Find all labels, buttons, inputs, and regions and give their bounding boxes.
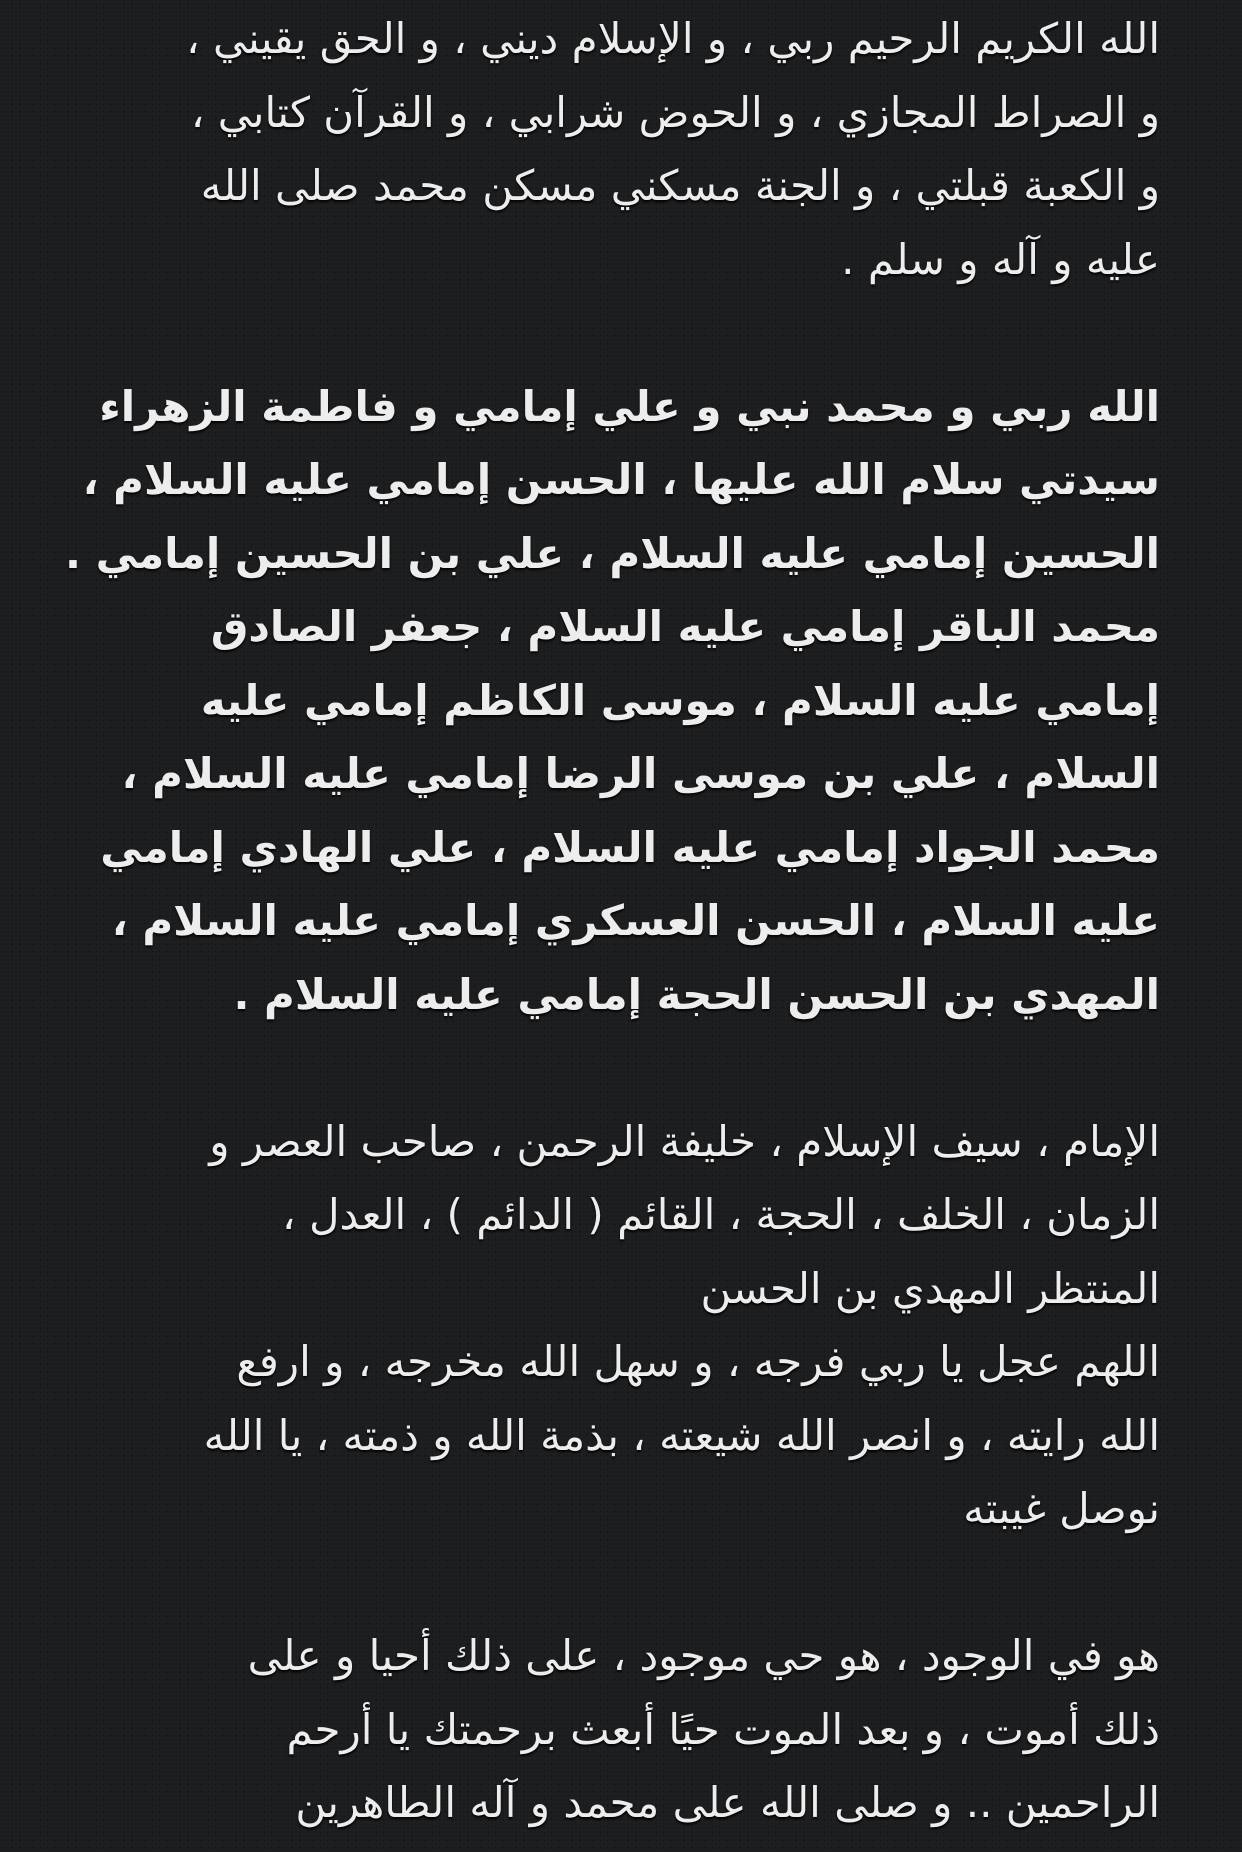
text-line: الله ربي و محمد نبي و علي إمامي و فاطمة الزهراء: [99, 381, 1160, 431]
text-line: الله رايته ، و انصر الله شيعته ، بذمة الله و ذمته ، يا الله: [203, 1410, 1160, 1460]
text-line: الحسين إمامي عليه السلام ، علي بن الحسين إمامي .: [65, 528, 1160, 578]
text-line: و الكعبة قبلتي ، و الجنة مسكني مسكن محمد صلى الله: [200, 161, 1160, 210]
text-line: الإمام ، سيف الإسلام ، خليفة الرحمن ، صاحب العصر و: [209, 1116, 1160, 1166]
note-body[interactable]: [65, 0, 1160, 1852]
text-line: المهدي بن الحسن الحجة إمامي عليه السلام .: [233, 969, 1160, 1019]
paragraph-spacer: [70, 1031, 1160, 1105]
paragraph-spacer: [70, 296, 1160, 370]
paragraph-closing: [70, 1619, 1160, 1840]
text-line: الله الكريم الرحيم ربي ، و الإسلام ديني ، و الحق يقيني ،: [186, 14, 1160, 63]
text-line: عليه و آله و سلم .: [841, 234, 1160, 284]
text-line: هو في الوجود ، هو حي موجود ، على ذلك أحيا و على: [247, 1631, 1160, 1680]
text-line: سيدتي سلام الله عليها ، الحسن إمامي عليه السلام ،: [82, 455, 1160, 504]
text-line: محمد الجواد إمامي عليه السلام ، علي الهادي إمامي: [100, 822, 1160, 872]
text-line: السلام ، علي بن موسى الرضا إمامي عليه السلام ،: [121, 749, 1160, 798]
text-line: نوصل غيبته: [963, 1484, 1160, 1533]
text-line: عليه السلام ، الحسن العسكري إمامي عليه السلام ،: [111, 896, 1160, 945]
text-line: ذلك أموت ، و بعد الموت حيًا أبعث برحمتك يا أرحم: [286, 1704, 1160, 1754]
text-line: الراحمين .. و صلى الله على محمد و آله الطاهرين: [295, 1778, 1160, 1827]
text-line: إمامي عليه السلام ، موسى الكاظم إمامي عليه: [200, 675, 1160, 725]
text-line: و الصراط المجازي ، و الحوض شرابي ، و القرآن كتابي ،: [190, 87, 1160, 137]
text-line: محمد الباقر إمامي عليه السلام ، جعفر الصادق: [210, 602, 1160, 651]
paragraph-spacer: [70, 1546, 1160, 1620]
text-line: الزمان ، الخلف ، الحجة ، القائم ( الدائم ) ، العدل ،: [282, 1190, 1160, 1239]
text-line: المنتظر المهدي بن الحسن: [700, 1263, 1160, 1313]
paragraph-creed: [70, 2, 1160, 296]
paragraph-imam-mahdi: [70, 1105, 1160, 1546]
paragraph-imams: [65, 370, 1160, 1032]
text-line: اللهم عجل يا ربي فرجه ، و سهل الله مخرجه ، و ارفع: [236, 1337, 1160, 1386]
